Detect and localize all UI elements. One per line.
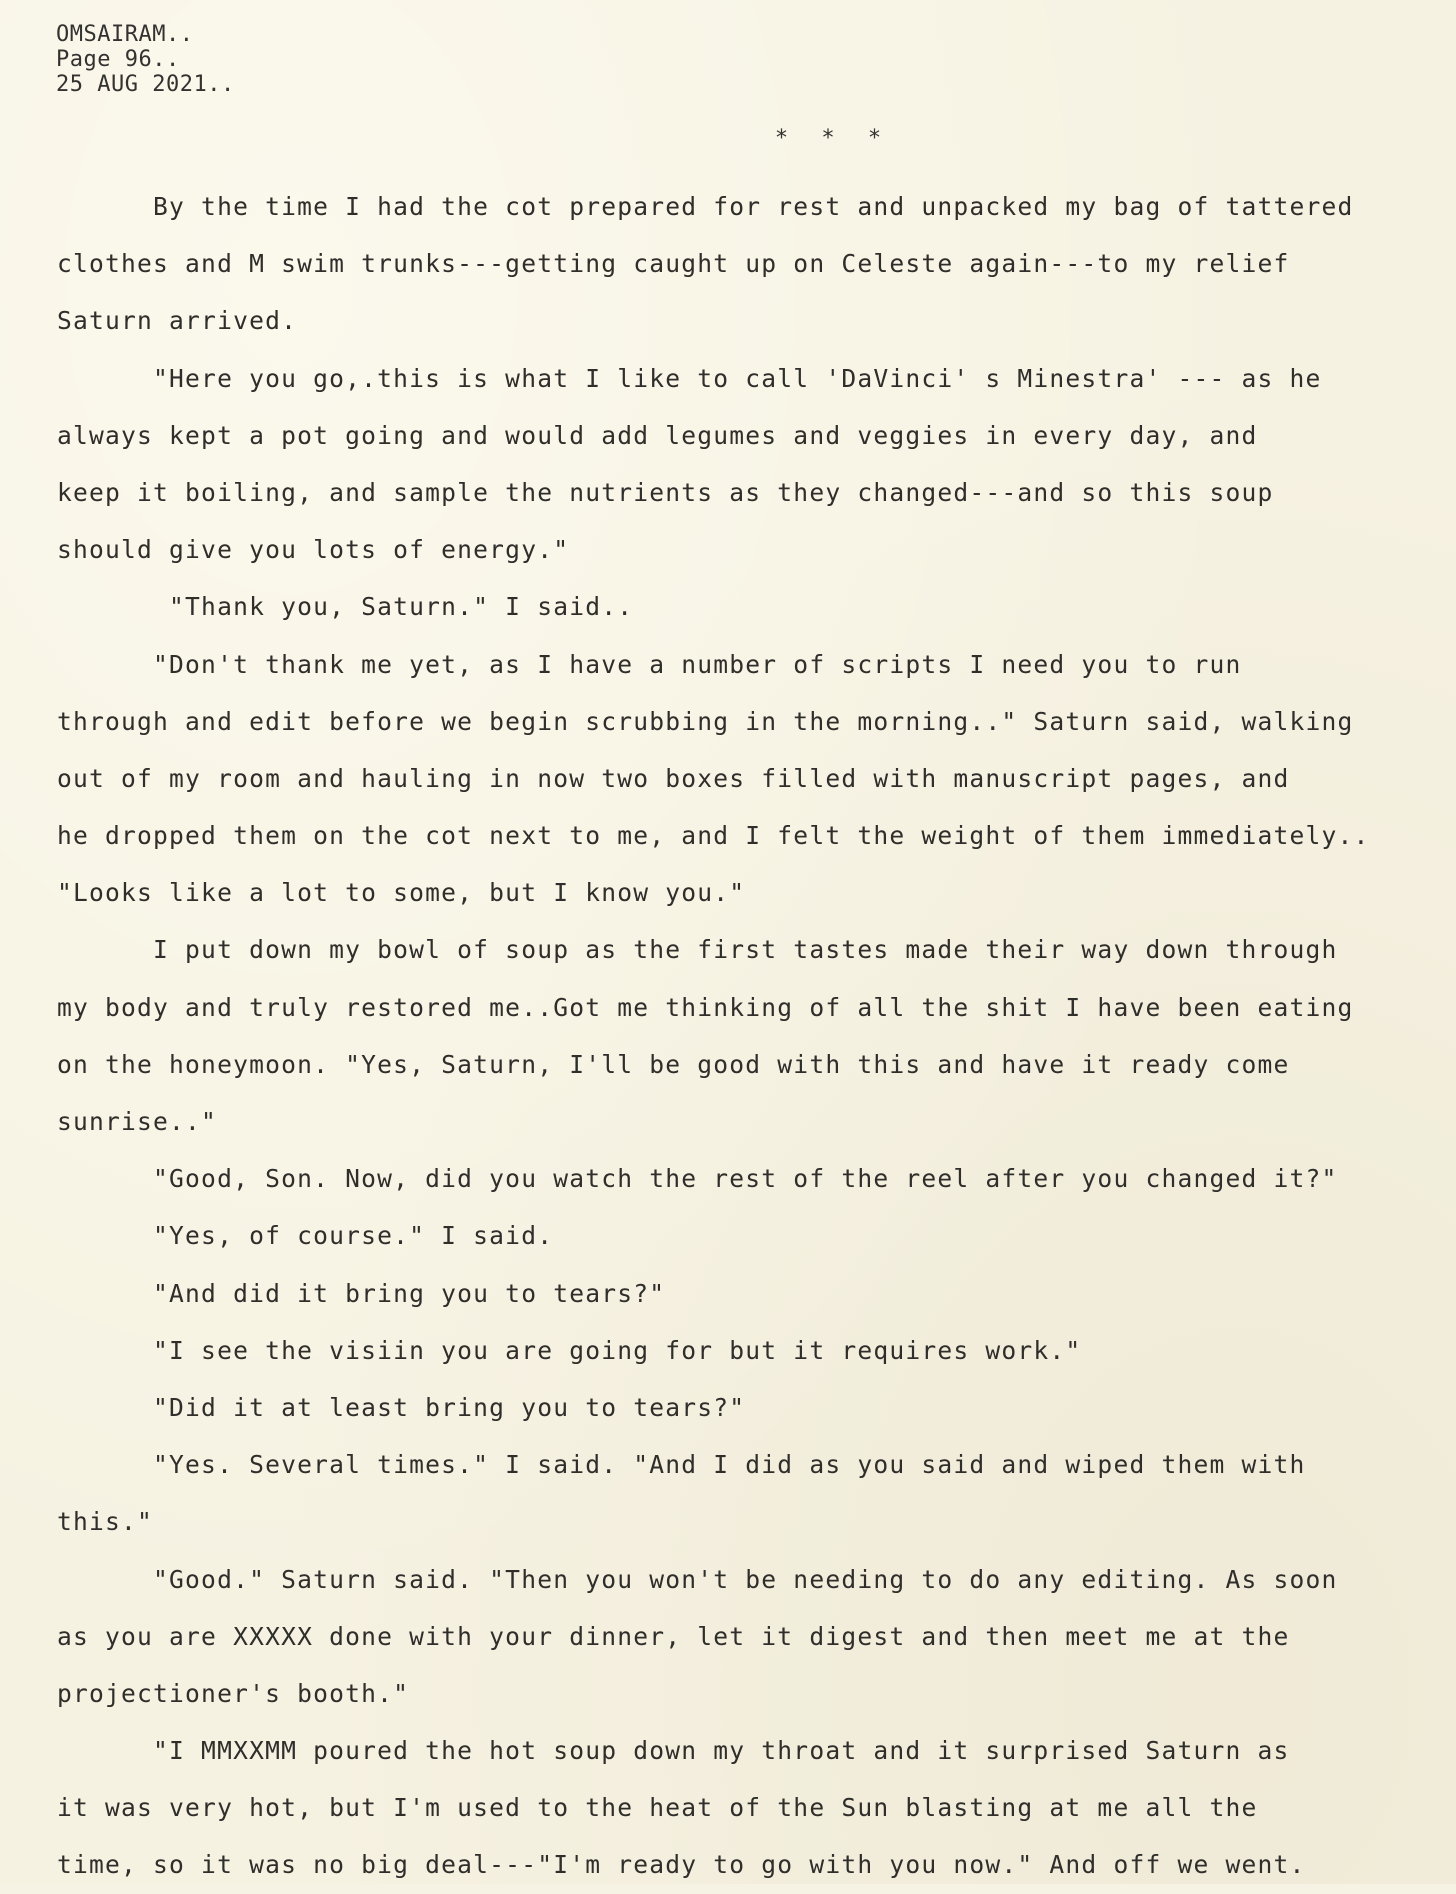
text-line: sunrise.." [57,1107,218,1136]
text-line: "Yes. Several times." I said. "And I did as you said and wiped them with [57,1450,1306,1480]
text-line: Saturn arrived. [57,306,298,336]
text-line: "Thank you, Saturn." I said.. [57,592,634,622]
text-line: I put down my bowl of soup as the first tastes made their way down through [57,935,1338,965]
text-line: "Don't thank me yet, as I have a number of scripts I need you to run [57,649,1242,679]
text-line: it was very hot, but I'm used to the heat of the Sun blasting at me all the [57,1793,1258,1823]
text-line: "And did it bring you to tears?" [57,1278,666,1308]
body-text [57,178,1437,1894]
header-date: 25 AUG 2021.. [56,72,235,97]
text-line: should give you lots of energy." [57,535,570,565]
text-line: "Here you go,.this is what I like to call 'DaVinci' s Minestra' --- as he [57,363,1322,393]
text-line: time, so it was no big deal---"I'm ready to go with you now." And off we went. [57,1850,1306,1880]
text-line: "Yes, of course." I said. [57,1221,554,1251]
text-line: he dropped them on the cot next to me, and I felt the weight of them immediately.. [57,821,1370,851]
text-line: as you are XXXXX done with your dinner, let it digest and then meet me at the [57,1621,1290,1651]
text-line: "Did it at least bring you to tears?" [57,1392,746,1422]
header-page-number: Page 96.. [56,47,180,72]
header-title: OMSAIRAM.. [56,22,194,47]
text-line: my body and truly restored me..Got me thinking of all the shit I have been eating [57,992,1354,1022]
text-line: out of my room and hauling in now two boxes filled with manuscript pages, and [57,763,1290,793]
text-line: always kept a pot going and would add legumes and veggies in every day, and [57,420,1258,450]
text-line: on the honeymoon. "Yes, Saturn, I'll be good with this and have it ready come [57,1049,1290,1079]
text-line: this." [57,1507,154,1537]
text-line: "Good." Saturn said. "Then you won't be needing to do any editing. As soon [57,1564,1338,1594]
text-line: keep it boiling, and sample the nutrients as they changed---and so this soup [57,477,1274,507]
section-separator: * * * [774,126,892,151]
text-line: "Good, Son. Now, did you watch the rest of the reel after you changed it?" [57,1164,1338,1194]
text-line: through and edit before we begin scrubbing in the morning.." Saturn said, walking [57,706,1354,736]
page-header [56,22,235,97]
text-line: "I MMXXMM poured the hot soup down my throat and it surprised Saturn as [57,1736,1290,1766]
text-line: clothes and M swim trunks---getting caught up on Celeste again---to my relief [57,249,1290,279]
text-line: "Looks like a lot to some, but I know you." [57,878,746,908]
text-line: projectioner's booth." [57,1678,410,1708]
text-line: By the time I had the cot prepared for rest and unpacked my bag of tattered [57,192,1354,221]
text-line: "I see the visiin you are going for but it requires work." [57,1335,1082,1365]
